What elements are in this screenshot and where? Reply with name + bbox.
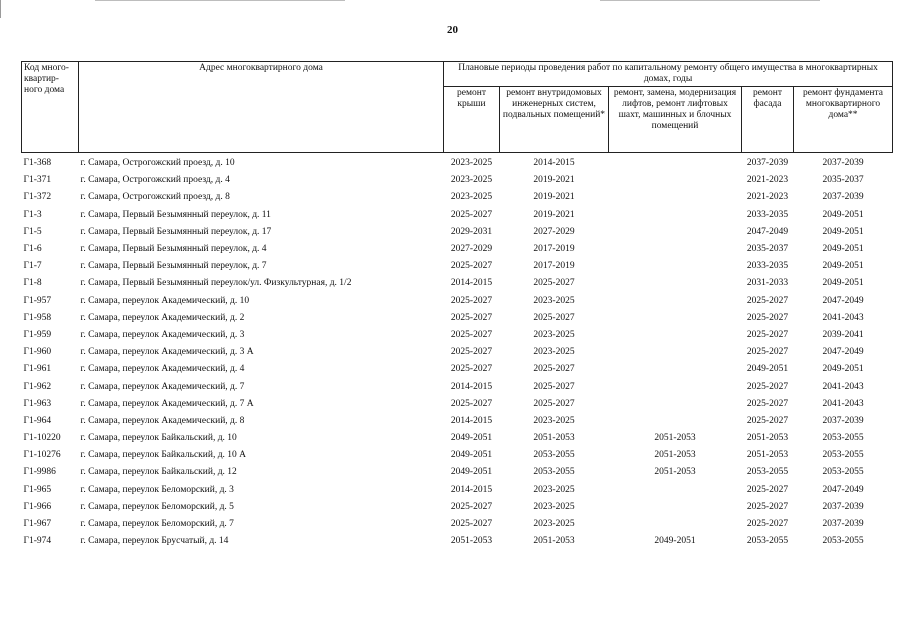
row-code: Г1-8 xyxy=(23,278,42,289)
row-address: г. Самара, переулок Брусчатый, д. 14 xyxy=(80,536,229,547)
capital-repair-table xyxy=(21,61,893,550)
row-facade-period: 2053-2055 xyxy=(746,536,789,547)
row-address: г. Самара, Первый Безымянный переулок/ул. Физкультурная, д. 1/2 xyxy=(80,278,352,289)
row-code: Г1-9986 xyxy=(23,467,56,478)
row-facade-period: 2037-2039 xyxy=(746,158,789,169)
table-row xyxy=(22,378,893,395)
table-row xyxy=(22,396,893,413)
row-code: Г1-959 xyxy=(23,329,52,340)
table-row xyxy=(22,447,893,464)
row-elevators-period xyxy=(609,378,742,395)
table-row xyxy=(22,172,893,189)
row-elevators-period xyxy=(609,207,742,224)
row-systems-period: 2025-2027 xyxy=(533,364,575,375)
row-address: г. Самара, переулок Академический, д. 7 А xyxy=(80,398,254,409)
row-systems-period: 2025-2027 xyxy=(533,381,575,392)
row-address: г. Самара, Острогожский проезд, д. 8 xyxy=(80,192,230,203)
row-code: Г1-963 xyxy=(23,398,52,409)
row-roof-period: 2014-2015 xyxy=(450,278,493,289)
row-elevators-period: 2051-2053 xyxy=(654,450,696,461)
row-facade-period: 2035-2037 xyxy=(746,244,789,255)
row-code: Г1-958 xyxy=(23,312,52,323)
row-systems-period: 2053-2055 xyxy=(533,450,575,461)
row-roof-period: 2014-2015 xyxy=(450,381,493,392)
table-row xyxy=(22,344,893,361)
row-code: Г1-962 xyxy=(23,381,52,392)
row-elevators-period xyxy=(609,516,742,533)
row-roof-period: 2025-2027 xyxy=(450,364,493,375)
row-address: г. Самара, переулок Байкальский, д. 10 А xyxy=(80,450,247,461)
row-address: г. Самара, переулок Академический, д. 3 А xyxy=(80,347,254,358)
row-roof-period: 2049-2051 xyxy=(450,467,493,478)
row-facade-period: 2021-2023 xyxy=(746,175,789,186)
row-facade-period: 2047-2049 xyxy=(746,226,789,237)
page-number: 20 xyxy=(447,24,458,36)
row-address: г. Самара, переулок Академический, д. 7 xyxy=(80,381,245,392)
row-address: г. Самара, Острогожский проезд, д. 4 xyxy=(80,175,230,186)
row-foundation-period: 2053-2055 xyxy=(822,536,864,547)
row-systems-period: 2025-2027 xyxy=(533,278,575,289)
row-facade-period: 2025-2027 xyxy=(746,484,789,495)
row-systems-period: 2019-2021 xyxy=(533,192,575,203)
row-elevators-period xyxy=(609,172,742,189)
header-periods: Плановые периоды проведения работ по капитальному ремонту общего имущества в многоквартирных домах, годы xyxy=(444,62,893,87)
scan-edge-left xyxy=(0,0,5,18)
row-facade-period: 2033-2035 xyxy=(746,209,789,220)
row-code: Г1-957 xyxy=(23,295,52,306)
row-roof-period: 2023-2025 xyxy=(450,158,493,169)
row-code: Г1-3 xyxy=(23,209,42,220)
row-elevators-period xyxy=(609,361,742,378)
row-systems-period: 2051-2053 xyxy=(533,433,575,444)
row-roof-period: 2049-2051 xyxy=(450,433,493,444)
row-elevators-period xyxy=(609,327,742,344)
row-address: г. Самара, переулок Академический, д. 4 xyxy=(80,364,245,375)
row-address: г. Самара, переулок Беломорский, д. 7 xyxy=(80,519,234,530)
row-facade-period: 2025-2027 xyxy=(746,312,789,323)
row-facade-period: 2025-2027 xyxy=(746,347,789,358)
row-roof-period: 2027-2029 xyxy=(450,244,493,255)
table-row xyxy=(22,361,893,378)
row-elevators-period xyxy=(609,224,742,241)
row-code: Г1-5 xyxy=(23,226,42,237)
row-code: Г1-960 xyxy=(23,347,52,358)
table-row xyxy=(22,499,893,516)
row-systems-period: 2023-2025 xyxy=(533,484,575,495)
scan-edge-top-left xyxy=(95,0,345,1)
table-body xyxy=(22,153,893,551)
row-foundation-period: 2035-2037 xyxy=(822,175,864,186)
row-roof-period: 2051-2053 xyxy=(450,536,493,547)
row-systems-period: 2023-2025 xyxy=(533,519,575,530)
row-facade-period: 2033-2035 xyxy=(746,261,789,272)
row-foundation-period: 2049-2051 xyxy=(822,244,864,255)
scan-edge-top-right xyxy=(600,0,820,1)
row-roof-period: 2023-2025 xyxy=(450,175,493,186)
row-roof-period: 2025-2027 xyxy=(450,501,493,512)
row-roof-period: 2025-2027 xyxy=(450,295,493,306)
row-address: г. Самара, переулок Академический, д. 2 xyxy=(80,312,245,323)
table-row xyxy=(22,533,893,550)
row-facade-period: 2053-2055 xyxy=(746,467,789,478)
row-foundation-period: 2037-2039 xyxy=(822,415,864,426)
row-facade-period: 2031-2033 xyxy=(746,278,789,289)
row-elevators-period xyxy=(609,396,742,413)
row-systems-period: 2019-2021 xyxy=(533,209,575,220)
row-roof-period: 2049-2051 xyxy=(450,450,493,461)
row-address: г. Самара, Первый Безымянный переулок, д. 17 xyxy=(80,226,272,237)
row-foundation-period: 2041-2043 xyxy=(822,312,864,323)
row-facade-period: 2025-2027 xyxy=(746,329,789,340)
row-code: Г1-964 xyxy=(23,415,52,426)
row-elevators-period xyxy=(609,413,742,430)
row-address: г. Самара, Первый Безымянный переулок, д. 7 xyxy=(80,261,267,272)
row-roof-period: 2025-2027 xyxy=(450,519,493,530)
row-address: г. Самара, переулок Байкальский, д. 12 xyxy=(80,467,237,478)
row-foundation-period: 2049-2051 xyxy=(822,209,864,220)
header-elevators: ремонт, замена, модернизация лифтов, ремонт лифтовых шахт, машинных и блочных помещений xyxy=(609,87,742,153)
table-row xyxy=(22,153,893,173)
row-facade-period: 2051-2053 xyxy=(746,450,789,461)
row-address: г. Самара, Острогожский проезд, д. 10 xyxy=(80,158,235,169)
table-row xyxy=(22,310,893,327)
row-foundation-period: 2037-2039 xyxy=(822,192,864,203)
row-code: Г1-974 xyxy=(23,536,52,547)
row-systems-period: 2025-2027 xyxy=(533,312,575,323)
row-foundation-period: 2047-2049 xyxy=(822,347,864,358)
row-foundation-period: 2047-2049 xyxy=(822,484,864,495)
table-row xyxy=(22,482,893,499)
table-row xyxy=(22,207,893,224)
row-foundation-period: 2037-2039 xyxy=(822,158,864,169)
table-row xyxy=(22,464,893,481)
row-elevators-period xyxy=(609,153,742,173)
row-foundation-period: 2037-2039 xyxy=(822,519,864,530)
table-row xyxy=(22,189,893,206)
row-code: Г1-371 xyxy=(23,175,52,186)
row-foundation-period: 2053-2055 xyxy=(822,450,864,461)
row-foundation-period: 2049-2051 xyxy=(822,364,864,375)
header-code: Код много-квартир-ного дома xyxy=(22,62,79,153)
row-address: г. Самара, переулок Беломорский, д. 3 xyxy=(80,484,234,495)
row-address: г. Самара, переулок Академический, д. 8 xyxy=(80,415,245,426)
header-facade: ремонт фасада xyxy=(742,87,794,153)
row-facade-period: 2025-2027 xyxy=(746,381,789,392)
row-elevators-period xyxy=(609,241,742,258)
row-foundation-period: 2041-2043 xyxy=(822,381,864,392)
row-foundation-period: 2047-2049 xyxy=(822,295,864,306)
row-elevators-period: 2051-2053 xyxy=(654,433,696,444)
row-roof-period: 2025-2027 xyxy=(450,261,493,272)
row-systems-period: 2025-2027 xyxy=(533,398,575,409)
row-foundation-period: 2049-2051 xyxy=(822,226,864,237)
row-elevators-period xyxy=(609,344,742,361)
row-systems-period: 2051-2053 xyxy=(533,536,575,547)
row-foundation-period: 2053-2055 xyxy=(822,433,864,444)
row-address: г. Самара, Первый Безымянный переулок, д. 11 xyxy=(80,209,271,220)
row-facade-period: 2025-2027 xyxy=(746,519,789,530)
table-row xyxy=(22,430,893,447)
row-elevators-period xyxy=(609,293,742,310)
row-code: Г1-10276 xyxy=(23,450,61,461)
header-address: Адрес многоквартирного дома xyxy=(79,62,444,153)
row-systems-period: 2023-2025 xyxy=(533,347,575,358)
row-systems-period: 2014-2015 xyxy=(533,158,575,169)
row-address: г. Самара, переулок Академический, д. 3 xyxy=(80,329,245,340)
table-row xyxy=(22,224,893,241)
table-row xyxy=(22,293,893,310)
row-systems-period: 2017-2019 xyxy=(533,244,575,255)
row-code: Г1-372 xyxy=(23,192,52,203)
row-foundation-period: 2037-2039 xyxy=(822,501,864,512)
row-elevators-period xyxy=(609,275,742,292)
row-elevators-period: 2051-2053 xyxy=(654,467,696,478)
row-facade-period: 2021-2023 xyxy=(746,192,789,203)
table-row xyxy=(22,275,893,292)
row-elevators-period xyxy=(609,258,742,275)
row-systems-period: 2023-2025 xyxy=(533,415,575,426)
row-elevators-period: 2049-2051 xyxy=(654,536,696,547)
row-roof-period: 2014-2015 xyxy=(450,484,493,495)
row-elevators-period xyxy=(609,310,742,327)
row-foundation-period: 2041-2043 xyxy=(822,398,864,409)
row-facade-period: 2025-2027 xyxy=(746,415,789,426)
row-systems-period: 2019-2021 xyxy=(533,175,575,186)
row-elevators-period xyxy=(609,189,742,206)
row-systems-period: 2027-2029 xyxy=(533,226,575,237)
row-address: г. Самара, переулок Беломорский, д. 5 xyxy=(80,501,234,512)
row-facade-period: 2025-2027 xyxy=(746,295,789,306)
row-roof-period: 2025-2027 xyxy=(450,312,493,323)
row-address: г. Самара, переулок Академический, д. 10 xyxy=(80,295,250,306)
row-address: г. Самара, Первый Безымянный переулок, д. 4 xyxy=(80,244,267,255)
row-code: Г1-368 xyxy=(23,158,52,169)
table-row xyxy=(22,413,893,430)
header-foundation: ремонт фундамента многоквартирного дома** xyxy=(794,87,893,153)
row-facade-period: 2025-2027 xyxy=(746,501,789,512)
row-roof-period: 2014-2015 xyxy=(450,415,493,426)
row-code: Г1-967 xyxy=(23,519,52,530)
row-roof-period: 2025-2027 xyxy=(450,398,493,409)
row-roof-period: 2025-2027 xyxy=(450,209,493,220)
row-code: Г1-966 xyxy=(23,501,52,512)
row-systems-period: 2017-2019 xyxy=(533,261,575,272)
row-foundation-period: 2049-2051 xyxy=(822,278,864,289)
row-roof-period: 2025-2027 xyxy=(450,329,493,340)
row-code: Г1-961 xyxy=(23,364,52,375)
row-systems-period: 2023-2025 xyxy=(533,501,575,512)
table-row xyxy=(22,327,893,344)
row-code: Г1-7 xyxy=(23,261,42,272)
row-foundation-period: 2049-2051 xyxy=(822,261,864,272)
row-facade-period: 2051-2053 xyxy=(746,433,789,444)
row-roof-period: 2023-2025 xyxy=(450,192,493,203)
row-facade-period: 2049-2051 xyxy=(746,364,789,375)
row-code: Г1-10220 xyxy=(23,433,61,444)
row-elevators-period xyxy=(609,499,742,516)
row-elevators-period xyxy=(609,482,742,499)
header-roof: ремонт крыши xyxy=(444,87,500,153)
table-row xyxy=(22,241,893,258)
row-address: г. Самара, переулок Байкальский, д. 10 xyxy=(80,433,237,444)
row-facade-period: 2025-2027 xyxy=(746,398,789,409)
row-systems-period: 2053-2055 xyxy=(533,467,575,478)
row-roof-period: 2029-2031 xyxy=(450,226,493,237)
header-systems: ремонт внутридомовых инженерных систем, подвальных помещений* xyxy=(500,87,609,153)
row-code: Г1-965 xyxy=(23,484,52,495)
row-roof-period: 2025-2027 xyxy=(450,347,493,358)
row-foundation-period: 2053-2055 xyxy=(822,467,864,478)
row-systems-period: 2023-2025 xyxy=(533,329,575,340)
table-row xyxy=(22,516,893,533)
row-foundation-period: 2039-2041 xyxy=(822,329,864,340)
table-row xyxy=(22,258,893,275)
row-code: Г1-6 xyxy=(23,244,42,255)
row-systems-period: 2023-2025 xyxy=(533,295,575,306)
